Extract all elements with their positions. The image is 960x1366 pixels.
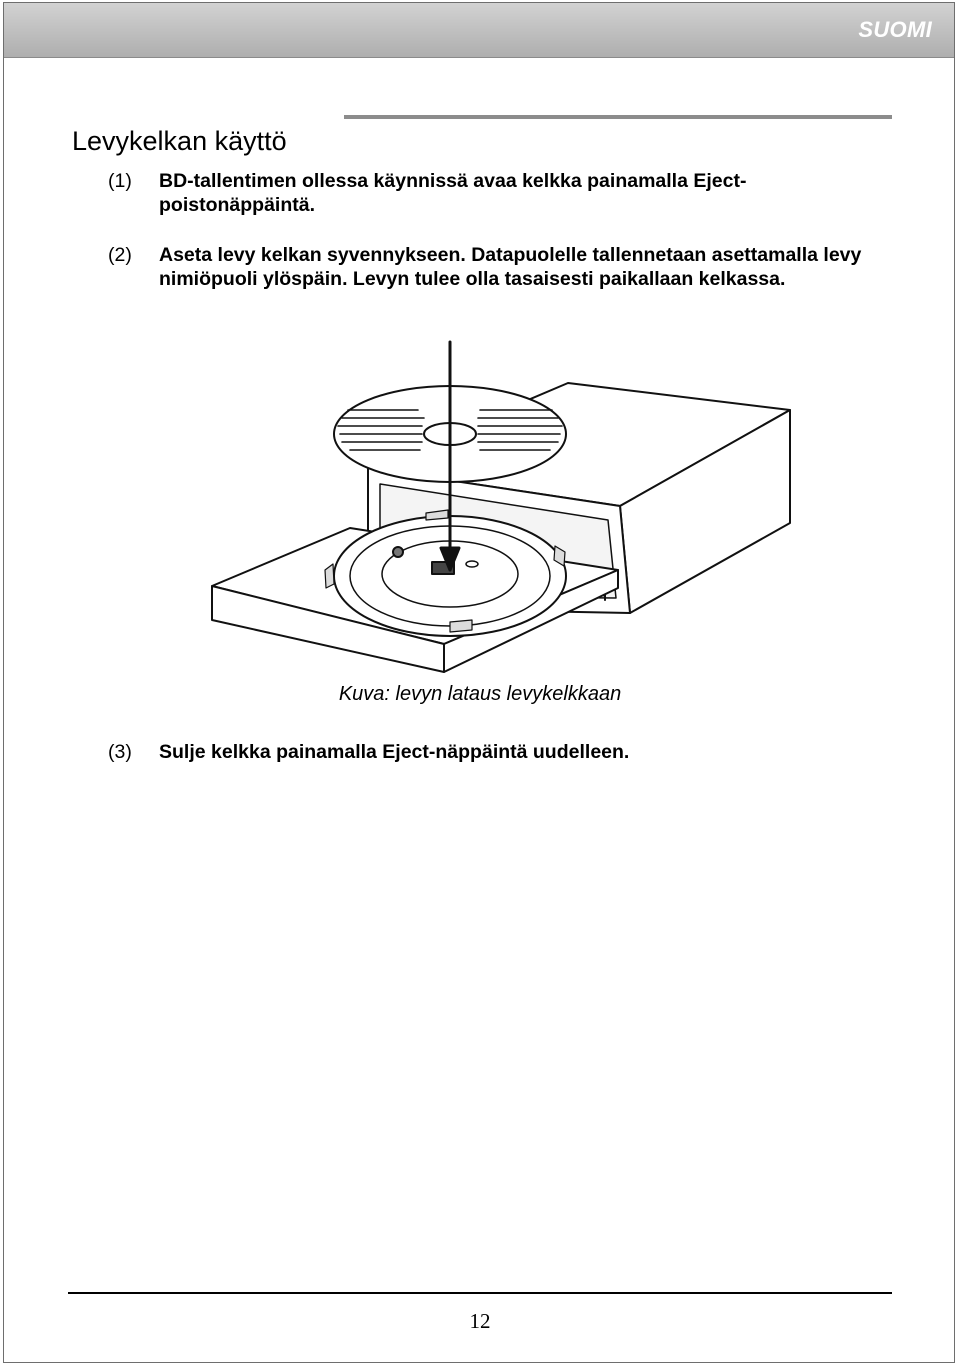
page-number: 12: [469, 1309, 491, 1333]
footer-divider: [68, 1292, 892, 1294]
step-2-text: Aseta levy kelkan syvennykseen. Datapuolelle tallennetaan asettamalla levy nimiöpuoli ylöspäin. Levyn tulee olla tasaisesti paikallaan kelkassa.: [159, 244, 862, 290]
section-title: Levykelkan käyttö: [72, 126, 287, 156]
step-2-number: (2): [108, 244, 132, 266]
figure-caption: Kuva: levyn lataus levykelkkaan: [338, 683, 622, 705]
step-3-number: (3): [108, 741, 132, 763]
step-1-text: BD-tallentimen ollessa käynnissä avaa kelkka painamalla Eject-poistonäppäintä.: [159, 170, 747, 216]
disc-loading-illustration: [200, 338, 800, 678]
step-3-text: Sulje kelkka painamalla Eject-näppäintä uudelleen.: [159, 741, 630, 763]
page-header: [4, 3, 954, 58]
step-1-number: (1): [108, 170, 132, 192]
language-label: SUOMI: [858, 17, 932, 42]
section-divider: [344, 115, 892, 119]
